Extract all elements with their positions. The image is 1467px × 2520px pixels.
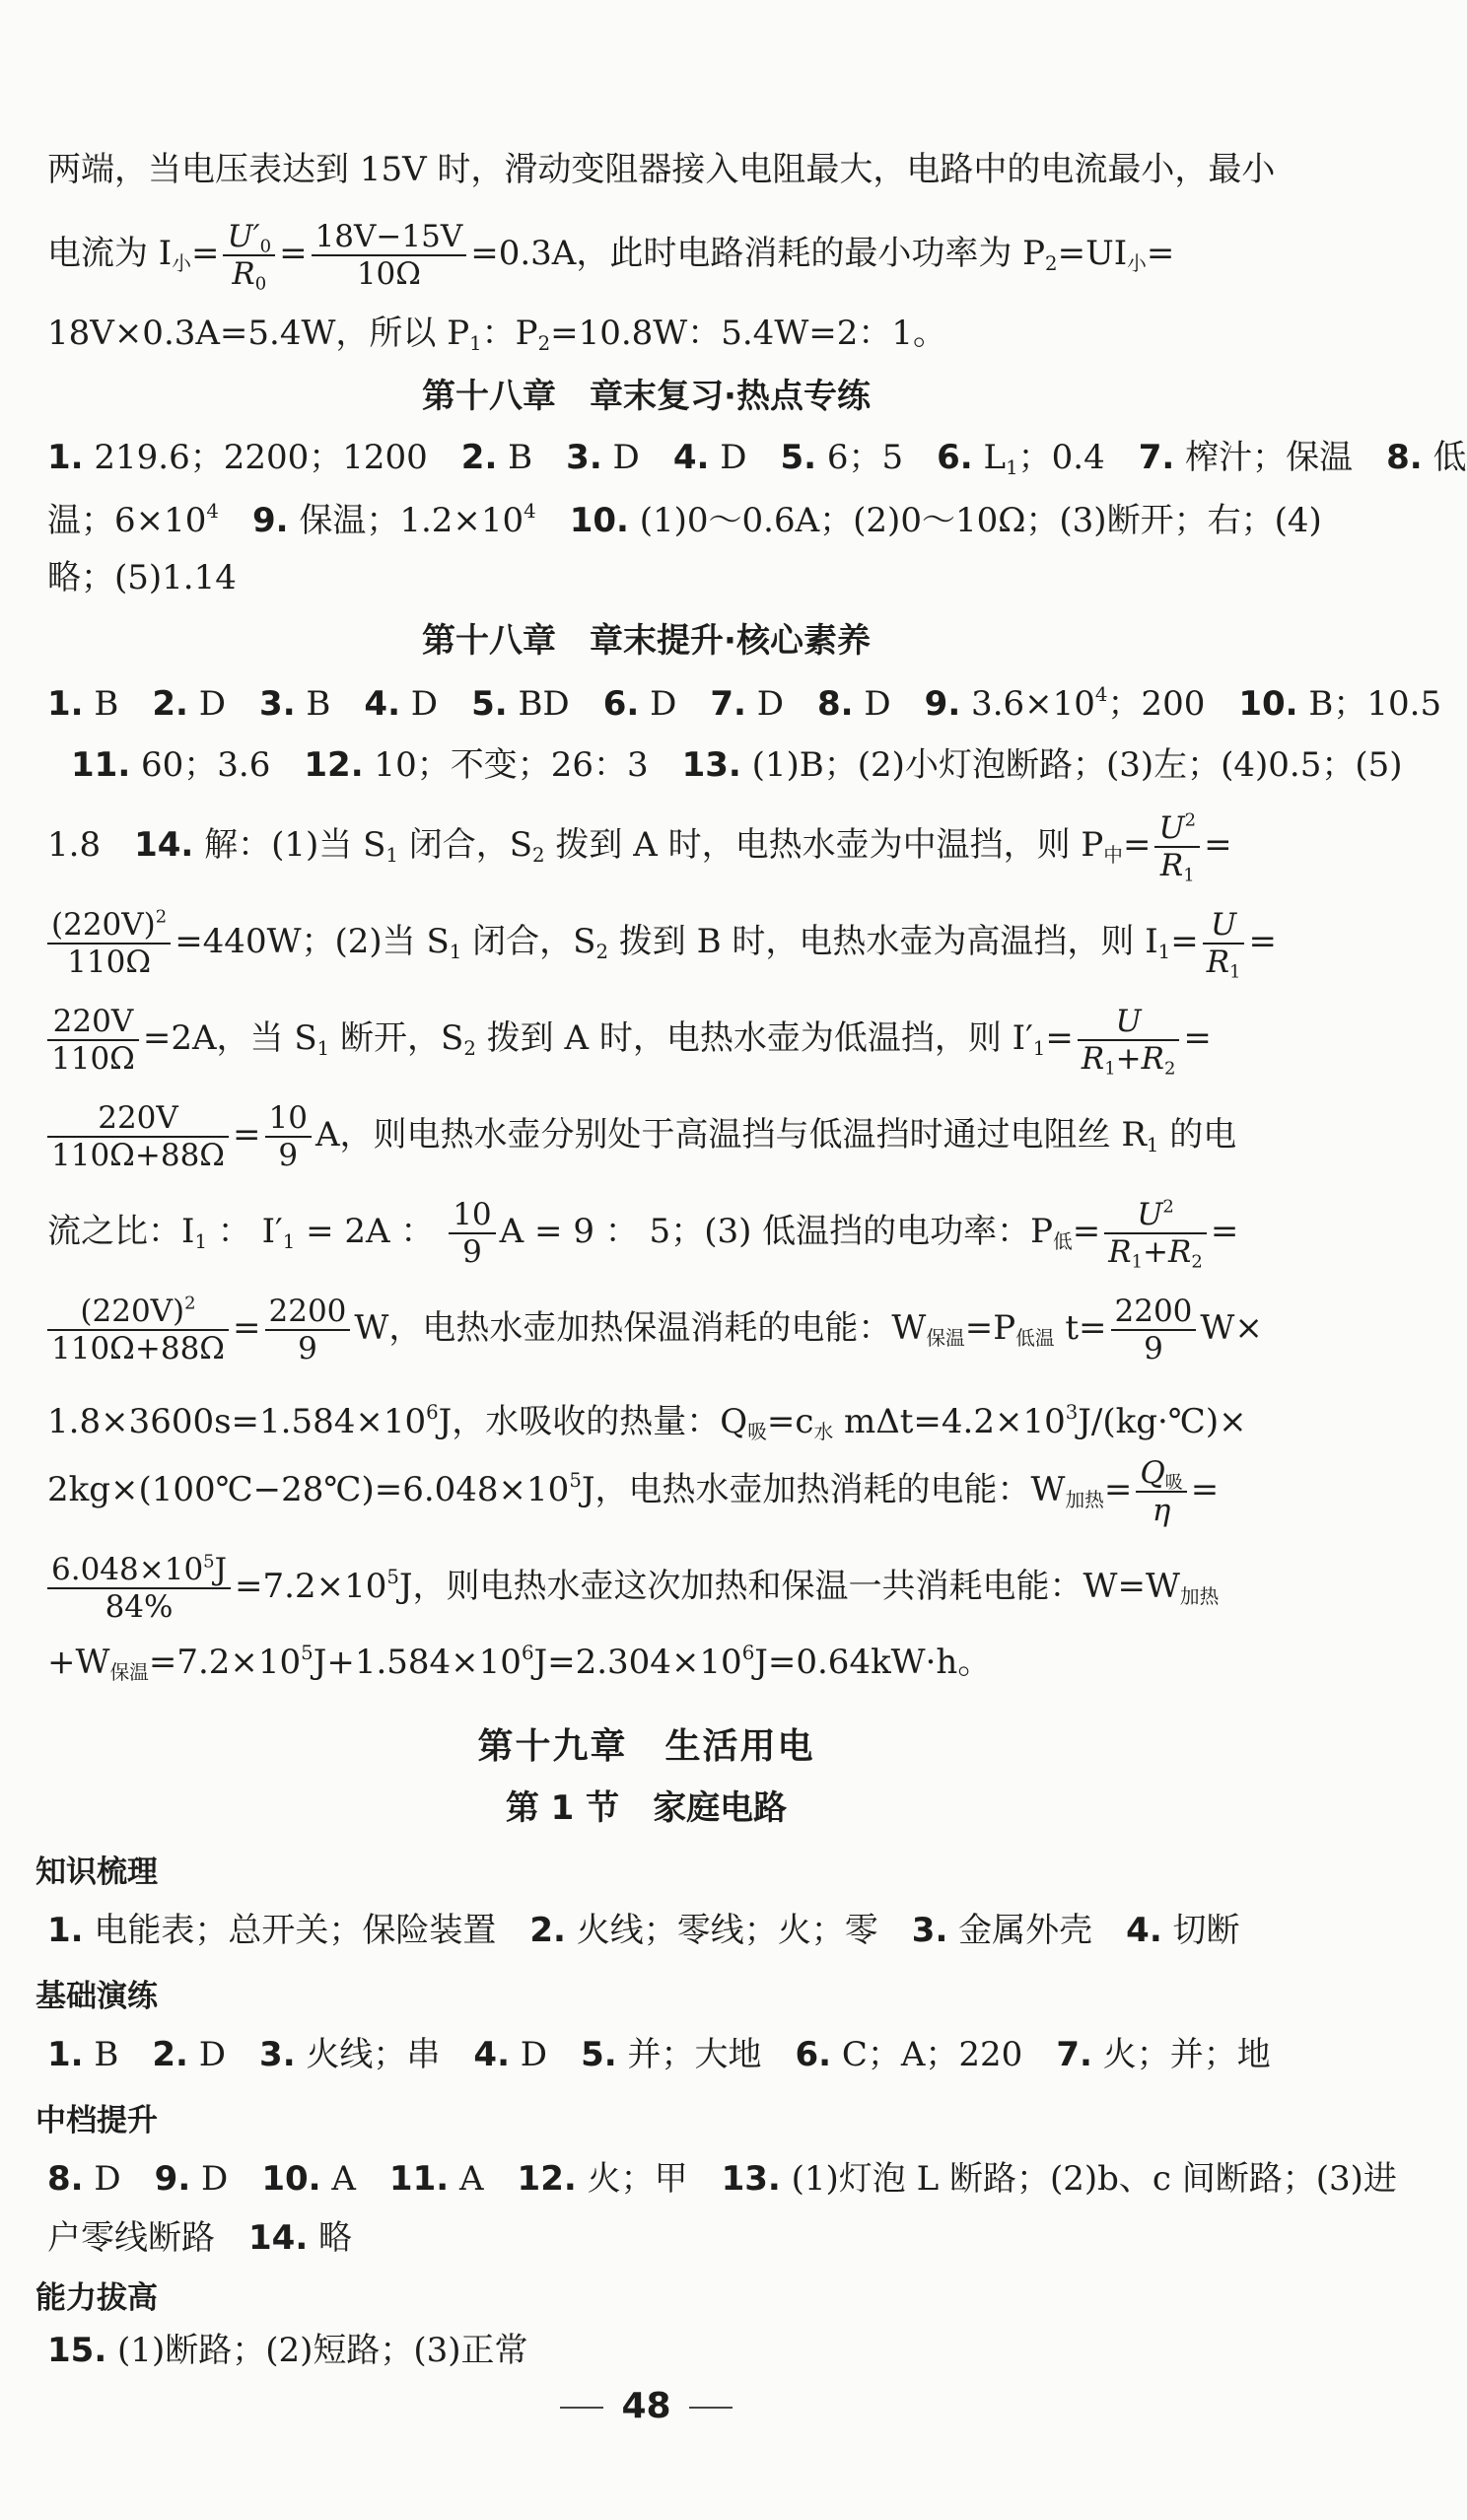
denominator: 84% — [105, 1589, 174, 1625]
superscript: 2 — [1184, 809, 1197, 831]
text: J/(kg·℃)× — [1078, 1402, 1247, 1441]
text: = — [1122, 825, 1152, 865]
question-number: 1. — [47, 438, 84, 477]
question-number: 5. — [471, 684, 508, 724]
answer: 略 — [308, 2218, 353, 2258]
subscript: 2 — [537, 331, 551, 355]
answer: D — [399, 684, 472, 724]
text: =P — [964, 1308, 1016, 1348]
subscript: 加热 — [1179, 1584, 1220, 1608]
answer: 6；5 — [816, 438, 938, 477]
question-number: 3. — [259, 684, 296, 724]
superscript: 6 — [426, 1401, 439, 1425]
answer-line — [47, 2159, 1397, 2199]
subsection-heading: 基础演练 — [35, 1979, 158, 2014]
text: = — [1210, 1212, 1239, 1251]
answer: 火线；串 — [295, 2035, 474, 2074]
subscript: 低温 — [1015, 1326, 1055, 1350]
subscript: 2 — [1163, 1058, 1176, 1080]
answer: 保温；1.2×10 — [288, 501, 524, 540]
answer: 10；不变；26：3 — [363, 745, 682, 785]
question-number: 4. — [1126, 1911, 1162, 1950]
answer: ；200 — [1107, 684, 1239, 724]
answer: ；0.4 — [1017, 438, 1139, 477]
dash-decoration — [560, 2407, 603, 2409]
subscript: 1 — [282, 1229, 296, 1253]
text: 拨到 A 时，电热水壶为中温挡，则 P — [544, 825, 1104, 865]
fraction — [1104, 1196, 1207, 1273]
denominator: R — [1081, 1041, 1105, 1077]
text: 拨到 B 时，电热水壶为高温挡，则 I — [607, 922, 1158, 961]
superscript: 4 — [524, 500, 536, 524]
answer-line — [47, 2035, 1271, 2074]
text: =10.8W：5.4W=2：1。 — [550, 314, 947, 353]
subscript: 水 — [813, 1420, 834, 1443]
text: J，则电热水壶这次加热和保温一共消耗电能：W=W — [398, 1567, 1180, 1606]
answer: L — [972, 438, 1007, 477]
answer: B — [295, 684, 365, 724]
question-number: 4. — [364, 684, 400, 724]
fraction — [265, 1100, 312, 1173]
question-number: 2. — [460, 438, 498, 477]
numerator: Q — [1140, 1455, 1165, 1491]
chapter-title: 第十九章 生活用电 — [477, 1726, 815, 1767]
answer: D — [190, 2159, 262, 2199]
text: ： I′ — [206, 1212, 283, 1251]
fraction — [449, 1197, 495, 1270]
question-number: 12. — [517, 2159, 577, 2199]
question-number: 2. — [152, 684, 188, 724]
answer: 低 — [1422, 438, 1467, 477]
superscript: 2 — [155, 906, 168, 928]
question-number: 9. — [924, 684, 961, 724]
fraction — [47, 1552, 231, 1625]
question-number: 3. — [911, 1911, 948, 1950]
question-number: 11. — [71, 745, 131, 785]
superscript: 3 — [1065, 1401, 1079, 1425]
answer: 户零线断路 — [47, 2218, 248, 2258]
answer: 切断 — [1161, 1911, 1240, 1950]
answer: B；10.5 — [1297, 684, 1442, 724]
question-number: 6. — [602, 684, 640, 724]
text: W，电热水壶加热保温消耗的电能：W — [354, 1308, 927, 1348]
text: = — [190, 234, 220, 273]
subscript: 0 — [254, 273, 267, 295]
text: = — [1045, 1018, 1074, 1058]
question-number: 7. — [710, 684, 746, 724]
question-number: 2. — [152, 2035, 188, 2074]
superscript: 2 — [184, 1293, 196, 1314]
text — [219, 501, 252, 540]
subscript: 1 — [1032, 1036, 1046, 1060]
answer: A — [320, 2159, 389, 2199]
text: 18V×0.3A=5.4W，所以 P — [47, 314, 470, 353]
text: = — [1146, 234, 1175, 273]
question-number: 1. — [47, 684, 84, 724]
numerator: (220V) — [80, 1294, 185, 1329]
text: = 2A ： — [295, 1212, 446, 1251]
question-number: 9. — [154, 2159, 191, 2199]
question-number: 4. — [672, 438, 710, 477]
subscript: 1 — [1157, 940, 1171, 963]
numerator: 10 — [449, 1197, 495, 1234]
subscript: 吸 — [1164, 1472, 1183, 1494]
subscript: 小 — [1127, 251, 1147, 275]
denominator: R — [1206, 945, 1230, 980]
subscript: 0 — [259, 236, 272, 257]
text: A，则电热水壶分别处于高温挡与低温挡时通过电阻丝 R — [314, 1115, 1147, 1155]
answer: 温；6×10 — [47, 501, 207, 540]
text: ：P — [481, 314, 538, 353]
denominator: 110Ω — [51, 1041, 135, 1077]
numerator: 220V — [47, 1004, 139, 1041]
answer: (1)灯泡 L 断路；(2)b、c 间断路；(3)进 — [780, 2159, 1397, 2199]
question-number: 13. — [681, 745, 741, 785]
fraction — [265, 1294, 351, 1366]
denominator: +R — [1143, 1234, 1192, 1270]
text: 1.8×3600s=1.584×10 — [47, 1402, 427, 1441]
answer: 火；并；地 — [1091, 2035, 1271, 2074]
superscript: 2 — [1162, 1196, 1174, 1218]
subscript: 1 — [1183, 865, 1195, 886]
fraction — [1078, 1004, 1180, 1080]
numerator: 10 — [265, 1100, 312, 1138]
answer: (1)B；(2)小灯泡断路；(3)左；(4)0.5；(5) — [740, 745, 1403, 785]
answer: 1.8 — [47, 825, 135, 865]
answer-line — [47, 500, 1322, 540]
fraction — [1154, 809, 1200, 886]
superscript: 5 — [569, 1469, 582, 1493]
text: 闭合，S — [461, 922, 596, 961]
numerator: U — [1115, 1004, 1142, 1039]
section-title: 第 1 节 家庭电路 — [505, 1788, 788, 1828]
formula-line — [47, 1293, 1263, 1368]
subscript: 2 — [463, 1036, 476, 1060]
text: = — [279, 234, 308, 273]
question-number: 6. — [937, 438, 973, 477]
denominator: 9 — [298, 1331, 317, 1366]
question-number: 3. — [259, 2035, 296, 2074]
text: A = 9 ： 5；(3) 低温挡的电功率：P — [499, 1212, 1054, 1251]
subscript: 吸 — [747, 1420, 767, 1443]
superscript: 6 — [521, 1642, 534, 1665]
dash-decoration — [689, 2407, 733, 2409]
page-number-text: 48 — [621, 2386, 671, 2426]
text: =7.2×10 — [148, 1643, 302, 1682]
answer: (1)断路；(2)短路；(3)正常 — [106, 2331, 528, 2370]
question-number: 9. — [251, 501, 289, 540]
numerator: 18V−15V — [312, 219, 467, 256]
formula-line — [47, 1197, 1253, 1272]
answer: D — [187, 2035, 260, 2074]
answer-line — [71, 745, 1403, 785]
answer-group — [47, 684, 925, 724]
subscript: 1 — [1104, 1058, 1116, 1080]
superscript: 4 — [206, 500, 219, 524]
denominator: 9 — [1144, 1331, 1163, 1366]
text — [536, 501, 570, 540]
text-line — [47, 150, 1276, 189]
subscript: 2 — [532, 843, 545, 867]
subsection-heading: 能力拔高 — [35, 2280, 158, 2316]
subscript: 1 — [1006, 455, 1018, 479]
question-number: 13. — [721, 2159, 781, 2199]
answer-line — [47, 1911, 1253, 1950]
subscript: 小 — [172, 251, 191, 275]
superscript: 5 — [301, 1642, 314, 1665]
question-number: 15. — [47, 2331, 107, 2370]
subscript: 1 — [1146, 1133, 1159, 1156]
text: = — [1248, 922, 1277, 961]
subscript: 2 — [1191, 1251, 1203, 1273]
subscript: 1 — [449, 940, 462, 963]
subsection-heading: 知识梳理 — [35, 1855, 158, 1890]
subscript: 1 — [385, 843, 398, 867]
formula-line — [47, 1455, 1253, 1530]
answer: D — [709, 438, 781, 477]
text: = — [1204, 825, 1232, 865]
question-number: 5. — [581, 2035, 617, 2074]
answer: 60；3.6 — [130, 745, 305, 785]
answer-line — [47, 438, 1467, 479]
question-number: 2. — [529, 1911, 566, 1950]
page-number — [0, 2386, 1292, 2426]
fraction — [1136, 1455, 1186, 1528]
fraction — [223, 219, 275, 295]
denominator: 110Ω+88Ω — [51, 1138, 225, 1173]
question-number: 11. — [388, 2159, 450, 2199]
answer: 略；(5)1.14 — [47, 558, 237, 597]
denominator: 110Ω+88Ω — [51, 1331, 225, 1366]
denominator: R — [1108, 1234, 1132, 1270]
text: = — [233, 1308, 261, 1348]
text: =UI — [1057, 234, 1128, 273]
subscript: 1 — [469, 331, 482, 355]
denominator: 110Ω — [67, 945, 152, 980]
answer-line — [47, 558, 1253, 597]
text: 两端，当电压表达到 15V 时，滑动变阻器接入电阻最大，电路中的电流最小，最小 — [47, 150, 1276, 189]
subscript: 1 — [316, 1036, 330, 1060]
formula-line — [47, 810, 1253, 885]
text: J，电热水壶加热消耗的电能：W — [581, 1470, 1066, 1509]
text: =7.2×10 — [235, 1567, 387, 1606]
subscript: 加热 — [1065, 1488, 1104, 1511]
formula-line — [47, 1552, 1253, 1627]
text: = — [1072, 1212, 1101, 1251]
question-number: 7. — [1138, 438, 1175, 477]
text-line — [47, 1402, 1253, 1441]
answer: 金属外壳 — [947, 1911, 1127, 1950]
answer: 电能表；总开关；保险装置 — [83, 1911, 530, 1950]
answer: D — [745, 684, 818, 724]
numerator: 220V — [47, 1100, 229, 1138]
denominator: 10Ω — [356, 256, 421, 292]
subscript: 2 — [1045, 251, 1058, 275]
question-number: 3. — [566, 438, 602, 477]
numerator: U — [1211, 907, 1237, 943]
answer: BD — [507, 684, 603, 724]
subscript: 中 — [1103, 843, 1123, 867]
answer: D — [510, 2035, 582, 2074]
text: = — [233, 1115, 261, 1155]
question-number: 14. — [248, 2218, 309, 2258]
answer: 火；甲 — [576, 2159, 722, 2199]
question-number: 5. — [780, 438, 817, 477]
text: 2kg×(100℃−28℃)=6.048×10 — [47, 1470, 570, 1509]
question-number: 14. — [134, 825, 194, 865]
question-number: 10. — [1238, 684, 1298, 724]
text: 闭合，S — [397, 825, 533, 865]
question-number: 1. — [47, 2035, 84, 2074]
denominator: 9 — [278, 1138, 299, 1173]
question-number: 7. — [1056, 2035, 1092, 2074]
question-number: 10. — [569, 501, 629, 540]
denominator: R — [232, 256, 255, 292]
answer: D — [639, 684, 711, 724]
answer: 火线；零线；火；零 — [565, 1911, 912, 1950]
answer: B — [497, 438, 567, 477]
section-title: 第十八章 章末复习·热点专练 — [422, 377, 871, 416]
subscript: 1 — [1229, 961, 1241, 983]
fraction — [312, 219, 467, 292]
superscript: 5 — [386, 1566, 399, 1589]
text: J，水吸收的热量：Q — [438, 1402, 748, 1441]
question-number: 1. — [47, 1911, 84, 1950]
answer: 榨汁；保温 — [1174, 438, 1387, 477]
subsection-heading: 中档提升 — [35, 2103, 158, 2138]
subscript: 低 — [1053, 1229, 1073, 1253]
numerator: J — [214, 1552, 228, 1587]
text: =0.3A，此时电路消耗的最小功率为 P — [470, 234, 1046, 273]
text: =2A，当 S — [142, 1018, 317, 1058]
superscript: 4 — [1094, 683, 1108, 707]
text: 解：(1)当 S — [193, 825, 386, 865]
fraction — [1203, 907, 1245, 983]
subscript: 1 — [1131, 1251, 1144, 1273]
formula-line — [47, 1004, 1253, 1079]
numerator: (220V) — [51, 907, 156, 943]
numerator: 2200 — [1111, 1294, 1197, 1331]
superscript: 5 — [203, 1551, 215, 1573]
subscript: 1 — [194, 1229, 207, 1253]
formula-line — [47, 906, 1277, 983]
denominator: +R — [1115, 1041, 1164, 1077]
answer: D — [853, 684, 925, 724]
answer: B — [83, 2035, 153, 2074]
question-number: 4. — [473, 2035, 510, 2074]
text: +W — [47, 1643, 110, 1682]
text: J+1.584×10 — [313, 1643, 522, 1682]
numerator: U — [1158, 810, 1185, 846]
fraction — [47, 907, 171, 980]
formula-line — [47, 219, 1253, 295]
subscript: 保温 — [926, 1326, 965, 1350]
text: = — [1103, 1470, 1133, 1509]
answer: A — [449, 2159, 518, 2199]
text: =440W；(2)当 S — [175, 922, 450, 961]
denominator: 9 — [462, 1234, 482, 1270]
text: 电流为 I — [47, 234, 173, 273]
text: t= — [1054, 1308, 1107, 1348]
numerator: 6.048×10 — [51, 1552, 204, 1587]
text: J=2.304×10 — [533, 1643, 742, 1682]
answer: (1)0～0.6A；(2)0～10Ω；(3)断开；右；(4) — [628, 501, 1322, 540]
fraction — [47, 1100, 229, 1173]
text: 断开，S — [329, 1018, 464, 1058]
numerator: 2200 — [265, 1294, 351, 1331]
answer: D — [187, 684, 260, 724]
fraction — [47, 1004, 139, 1077]
text: 流之比：I — [47, 1212, 195, 1251]
text-line — [47, 314, 1253, 353]
answer-line — [47, 683, 1442, 724]
text: 的电 — [1158, 1115, 1237, 1155]
answer: C；A；220 — [831, 2035, 1057, 2074]
denominator: η — [1152, 1493, 1171, 1528]
answer: D — [601, 438, 673, 477]
subscript: 2 — [595, 940, 608, 963]
superscript: 6 — [741, 1642, 755, 1665]
question-number: 10. — [261, 2159, 321, 2199]
text: = — [1190, 1470, 1220, 1509]
denominator: R — [1159, 848, 1184, 883]
fraction — [1111, 1294, 1197, 1366]
question-number: 6. — [795, 2035, 832, 2074]
text: 拨到 A 时，电热水壶为低温挡，则 I′ — [475, 1018, 1033, 1058]
text: mΔt=4.2×10 — [833, 1402, 1066, 1441]
answer-line — [47, 2218, 1253, 2258]
answer: 并；大地 — [616, 2035, 796, 2074]
fraction — [47, 1294, 229, 1366]
text: W× — [1200, 1308, 1263, 1348]
answer: B — [83, 684, 153, 724]
answer-line — [47, 2331, 1253, 2370]
section-title: 第十八章 章末提升·核心素养 — [422, 621, 871, 661]
numerator: U — [1137, 1197, 1163, 1232]
text: = — [1170, 922, 1199, 961]
answer: 219.6；2200；1200 — [83, 438, 461, 477]
question-number: 8. — [1386, 438, 1423, 477]
text-line — [47, 1643, 1253, 1682]
subscript: 保温 — [109, 1660, 149, 1684]
text: =c — [766, 1402, 814, 1441]
question-number: 8. — [47, 2159, 84, 2199]
text: = — [1183, 1018, 1212, 1058]
numerator: U′ — [227, 219, 260, 254]
formula-line — [47, 1100, 1253, 1175]
answer: D — [83, 2159, 155, 2199]
text: J=0.64kW·h。 — [754, 1643, 992, 1682]
question-number: 8. — [817, 684, 854, 724]
answer: 3.6×10 — [960, 684, 1095, 724]
question-number: 12. — [304, 745, 364, 785]
